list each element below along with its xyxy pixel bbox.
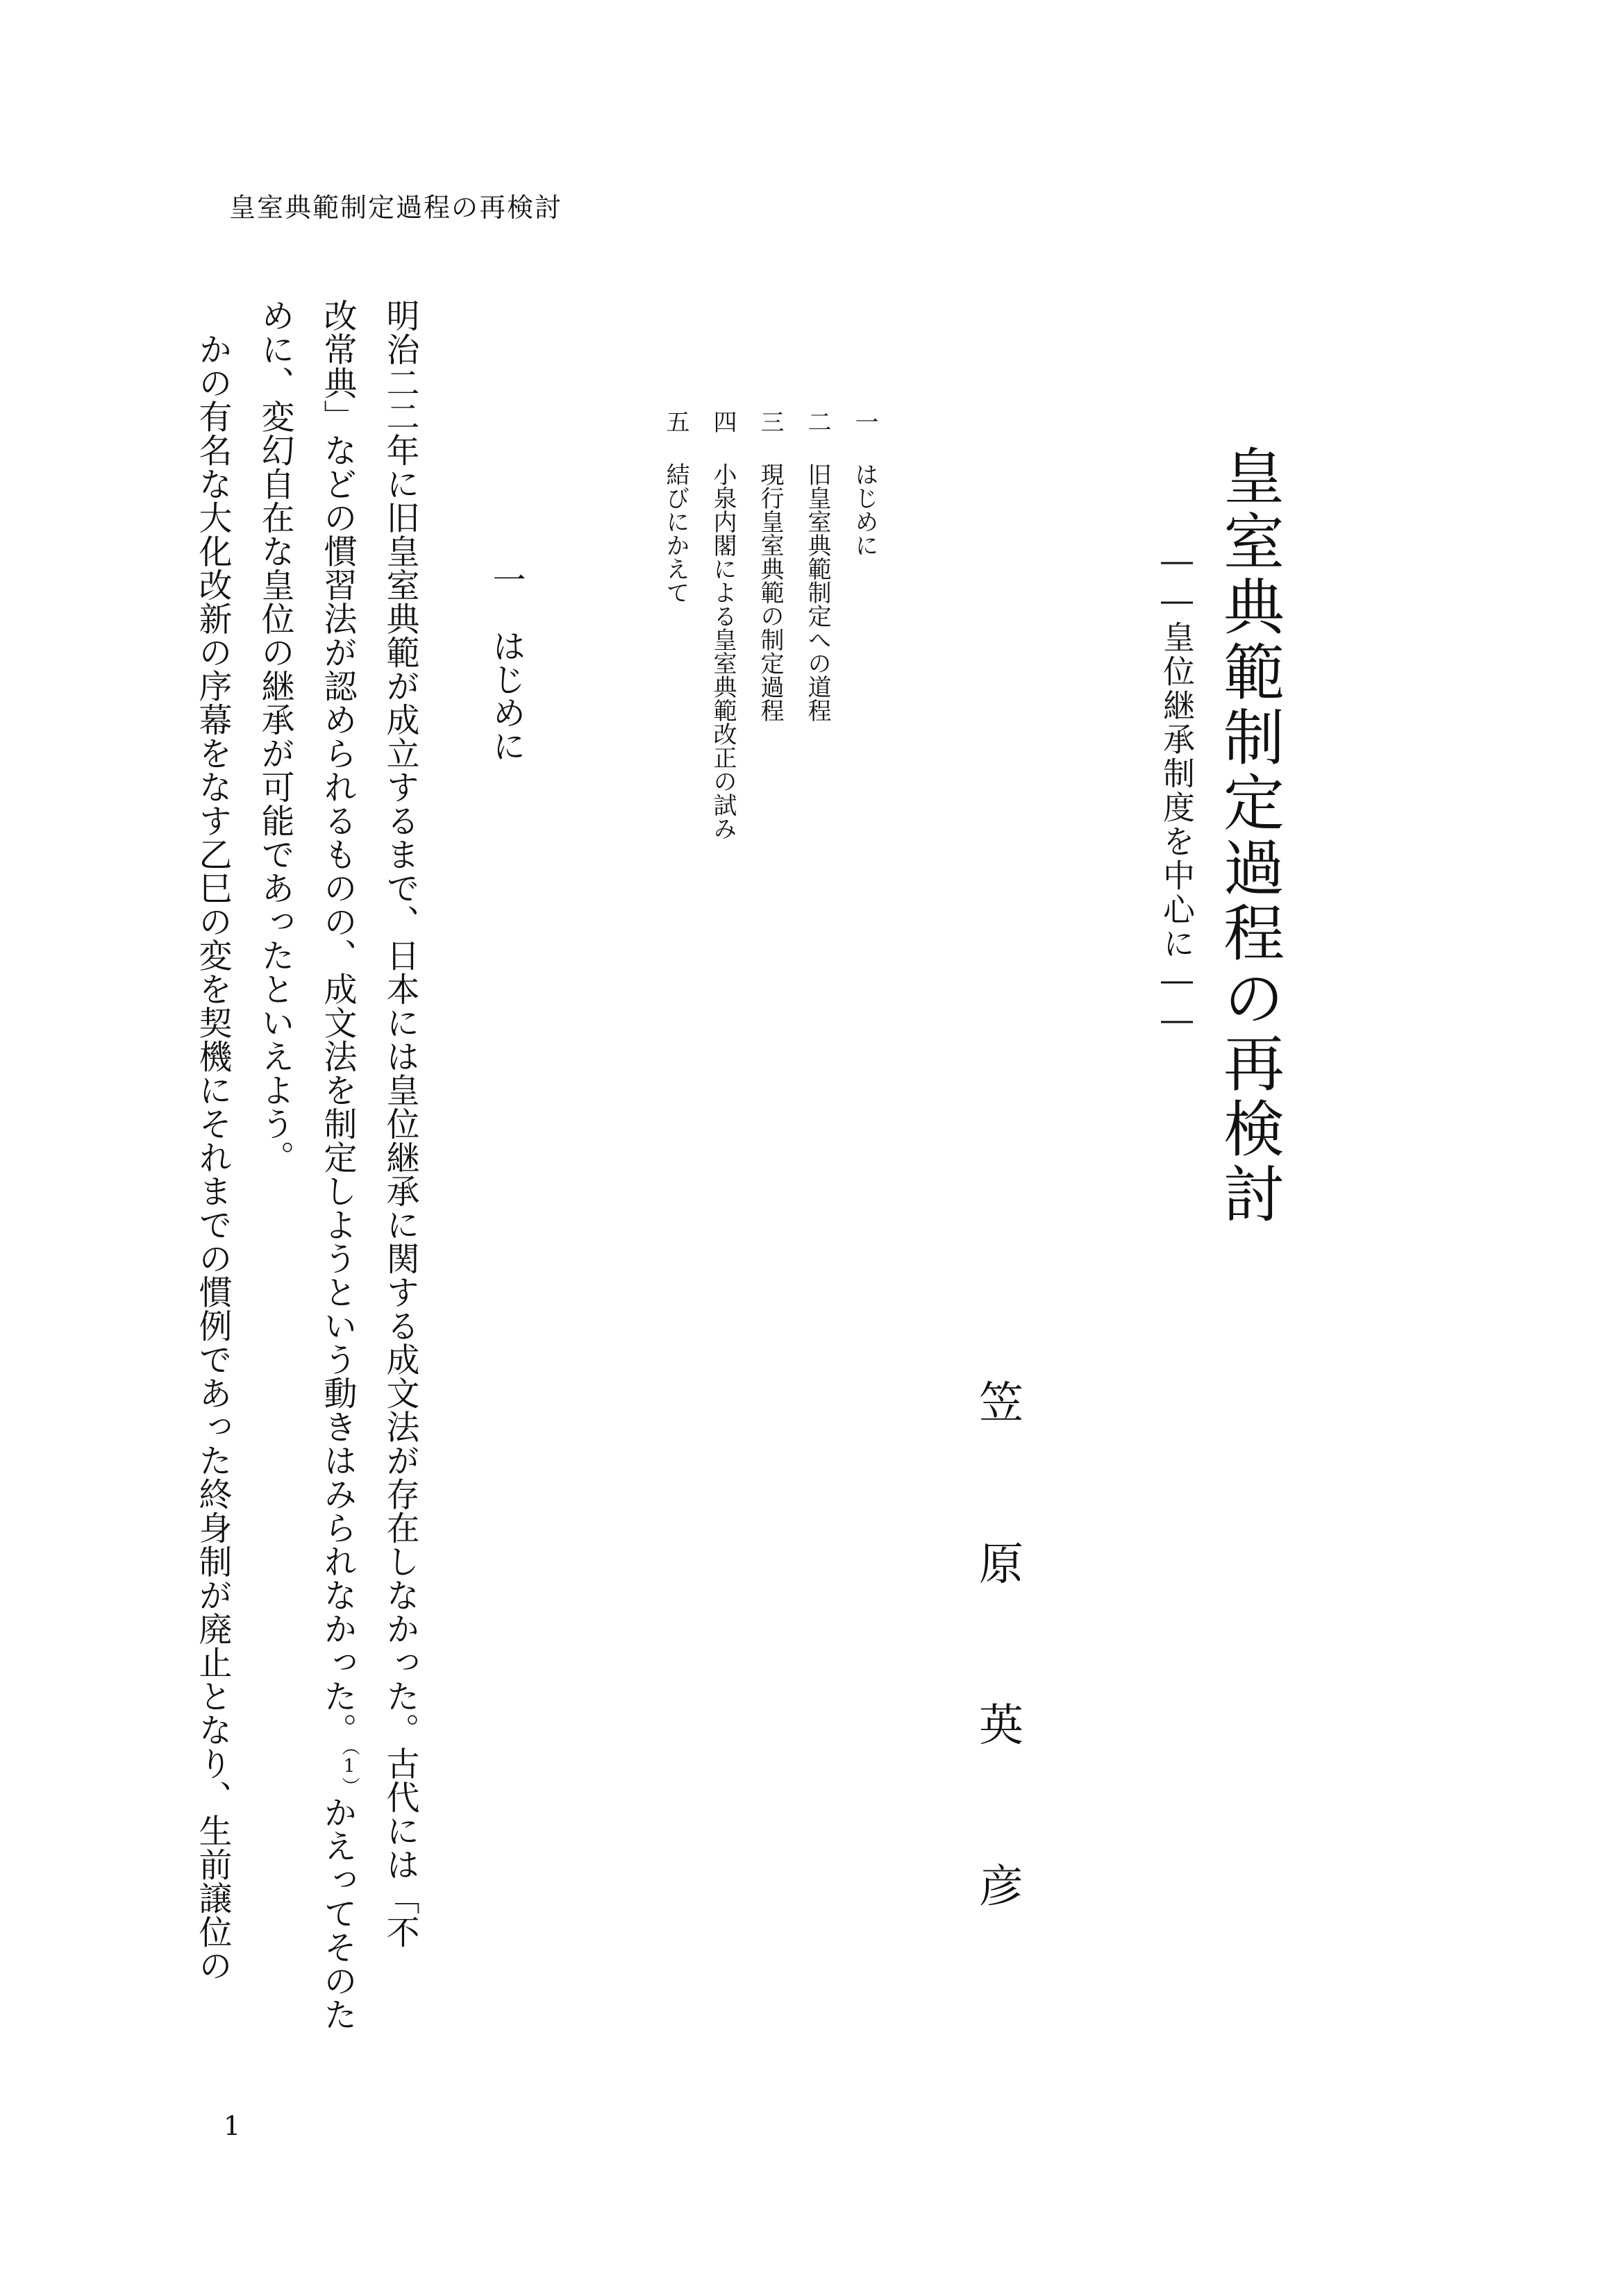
toc-label: はじめに (851, 462, 878, 557)
page-title: 皇室典範制定過程の再検討 (1214, 444, 1285, 1227)
toc-entry (664, 410, 687, 604)
page-number: 1 (224, 2111, 241, 2141)
author-name (979, 1378, 1023, 2026)
toc-entry (805, 410, 829, 722)
toc-label: 結びにかえて (662, 462, 689, 604)
running-head: 皇室典範制定過程の再検討 (229, 192, 563, 223)
author-char: 笠 (979, 1378, 1023, 1430)
subtitle: ――皇位継承制度を中心に―― (1158, 542, 1196, 1040)
body-line (318, 299, 360, 2031)
toc-entry (711, 410, 735, 840)
body-text: 改常典」などの慣習法が認められるものの、成文法を制定しようという動きはみられなかった。 (318, 299, 357, 1747)
body-text: かえってそのた (318, 1795, 357, 2031)
author-char: 彦 (979, 1861, 1023, 1913)
section-number: 一 (487, 562, 526, 596)
toc-number: 五 (662, 410, 689, 433)
body-line: めに、変幻自在な皇位の継承が可能であったといえよう。 (256, 299, 294, 1174)
author-char: 原 (979, 1539, 1023, 1591)
footnote-ref[interactable]: （1） (339, 1746, 360, 1795)
toc-entry (853, 410, 876, 557)
toc-label: 旧皇室典範制定への道程 (803, 462, 831, 722)
author-char: 英 (979, 1700, 1023, 1752)
section-heading (487, 562, 526, 762)
toc-number: 四 (709, 410, 737, 433)
toc-label: 現行皇室典範の制定過程 (756, 462, 784, 722)
toc-entry (758, 410, 782, 722)
toc-label: 小泉内閣による皇室典範改正の試み (709, 462, 737, 840)
toc-number: 三 (756, 410, 784, 433)
body-line: かの有名な大化改新の序幕をなす乙巳の変を契機にそれまでの慣例であった終身制が廃止となり、生前譲位の (193, 299, 232, 1982)
section-label: はじめに (487, 629, 526, 762)
toc-number: 一 (851, 410, 878, 433)
body-line: 明治二二年に旧皇室典範が成立するまで、日本には皇位継承に関する成文法が存在しなかった。古代には「不 (381, 299, 419, 1949)
toc-number: 二 (803, 410, 831, 433)
